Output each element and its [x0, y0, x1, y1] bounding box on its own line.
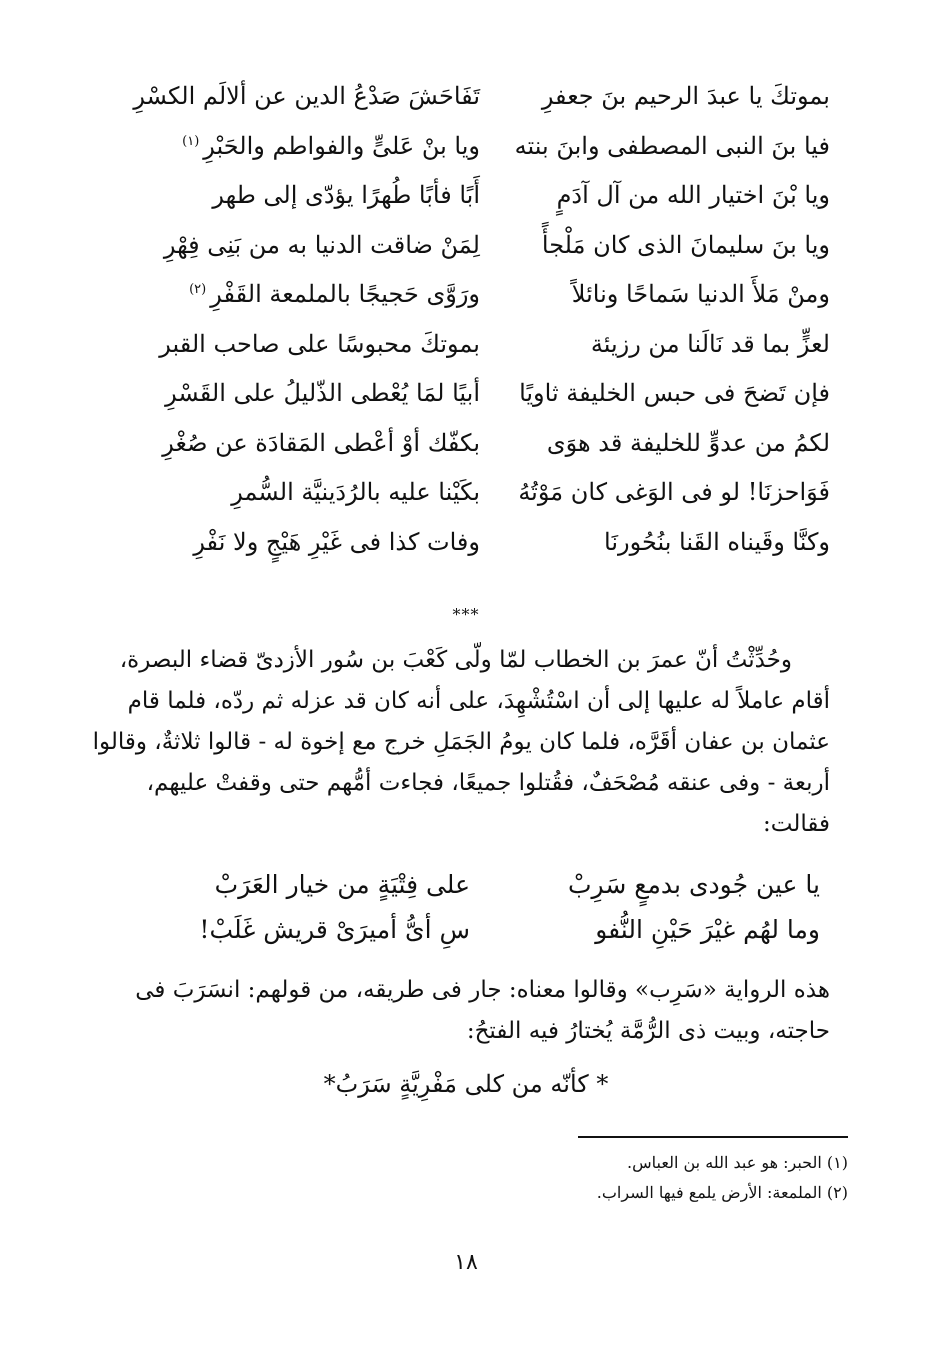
verse-line: [140, 915, 820, 960]
second-hemistich: أبيًا لمَا يُعْطى الذّليلُ على القَسْرِ: [165, 379, 480, 407]
first-hemistich: يا عين جُودى بدمعٍ سَرِبْ: [568, 870, 820, 899]
first-hemistich: وكنَّا وقَيناه القَنا بنُحُورنَا: [604, 527, 830, 556]
second-hemistich: سِ أىُّ أميرَىْ قريش غَلَبْ!: [199, 915, 470, 944]
prose-line: أقام عاملاً له عليها إلى أن اسْتُشْهِدَ، على أنه كان قد عزله ثم ردّه، فلما قام: [127, 688, 830, 714]
first-hemistich: ويا بنَ سليمانَ الذى كان مَلْجأً: [541, 230, 830, 259]
second-hemistich: ورَوَّى حَجيجًا بالملمعة القَفْرِ$^{(٢)}$: [189, 280, 480, 308]
quoted-verse: * كأنّه من كلى مَفْرِيَّةٍ سَرَبُ*: [323, 1070, 609, 1098]
second-hemistich: لِمَنْ ضاقت الدنيا به من بَنِى فِهْرِ: [163, 230, 480, 259]
poem-block-1: [133, 82, 830, 577]
footnotes: [400, 1148, 848, 1208]
verse-line: [150, 379, 830, 429]
verse-line: [150, 429, 830, 479]
prose-line: فقالت:: [763, 811, 830, 837]
poem-block-2: [140, 870, 820, 960]
second-hemistich: بكَيْنا عليه بالرُدَينيَّة السُّمرِ: [231, 478, 480, 506]
second-hemistich: بكفّك أوْ أعْطى المَقادَة عن صُغْرِ: [162, 428, 480, 457]
first-hemistich: ويا بْنَ اختيار الله من آل آدَمٍ: [556, 181, 830, 209]
section-separator: ***: [452, 605, 480, 624]
first-hemistich: وما لهُم غيْرَ حَيْنِ النُّفو: [595, 915, 820, 944]
footnote-2: (٢) الملمعة: الأرض يلمع فيها السراب.: [596, 1183, 848, 1202]
page-number: ١٨: [454, 1250, 478, 1275]
verse-line: [150, 181, 830, 231]
second-hemistich: وفات كذا فى غَيْرِ هَيْجٍ ولا نَفْرِ: [193, 527, 480, 556]
second-hemistich: أَبًا فأبًا طُهرًا يؤدّى إلى طهر: [212, 181, 480, 209]
first-hemistich: فَوَاحزنَا! لو فى الوَغى كان مَوْتُهُ: [518, 478, 830, 506]
first-hemistich: لكمُ من عدوٍّ للخليفة قد هوَى: [546, 428, 830, 457]
footnote-marker-1: (١): [182, 133, 200, 149]
first-hemistich: فيا بنَ النبى المصطفى وابنَ بنته: [514, 131, 830, 160]
footnote-1: (١) الحبر: هو عبد الله بن العباس.: [627, 1153, 848, 1172]
footnote-marker-2: (٢): [189, 282, 207, 297]
first-hemistich: ومنْ مَلأَ الدنيا سَماحًا ونائلاً: [571, 280, 830, 308]
second-hemistich: تَفَاحَشَ صَدْعُ الدين عن ألالَم الكسْرِ: [133, 82, 480, 110]
verse-line: [150, 528, 830, 578]
verse-line: [150, 280, 830, 330]
verse-line: [150, 478, 830, 528]
second-hemistich: على فِتْيَةٍ من خيار العَرَبْ: [214, 870, 470, 899]
prose-line: وحُدِّثْتُ أنّ عمرَ بن الخطاب لمّا ولّى كَعْبَ بن سُور الأزدىّ قضاء البصرة،: [119, 647, 792, 673]
verse-line: [150, 231, 830, 281]
prose-line: هذه الرواية «سَرِب» وقالوا معناه: جار فى طريقه، من قولهم: انسَرَبَ فى: [135, 977, 830, 1003]
second-hemistich: ويا بنْ عَلىٍّ والفواطم والحَبْرِ$^{(١)}$: [182, 131, 480, 160]
verse-line: [133, 82, 830, 132]
prose-line: أربعة - وفى عنقه مُصْحَفٌ، فقُتلوا جميعًا، فجاءت أمُّهم حتى وقفتْ عليهم،: [146, 770, 830, 796]
prose-paragraph-1: [92, 640, 830, 845]
first-hemistich: فإن تَضحَ فى حبس الخليفة ثاويًا: [519, 379, 830, 407]
prose-line: حاجته، وبيت ذى الرُّمَّة يُختارُ فيه الفتحُ:: [466, 1018, 830, 1044]
verse-line: [150, 330, 830, 380]
second-hemistich: بموتكَ محبوسًا على صاحب القبر: [159, 329, 480, 358]
prose-line: عثمان بن عفان أقَرَّه، فلما كان يومُ الجَمَلِ خرج مع إخوة له - قالوا ثلاثةٌ، وقالوا: [92, 729, 830, 755]
footnote-divider: [578, 1136, 848, 1138]
prose-paragraph-2: [92, 970, 830, 1052]
first-hemistich: بموتكَ يا عبدَ الرحيم بنَ جعفرِ: [541, 82, 830, 110]
verse-line: [140, 870, 820, 915]
verse-line: [150, 132, 830, 182]
first-hemistich: لعزٍّ بما قد نَالَنا من رزيئة: [590, 329, 830, 358]
